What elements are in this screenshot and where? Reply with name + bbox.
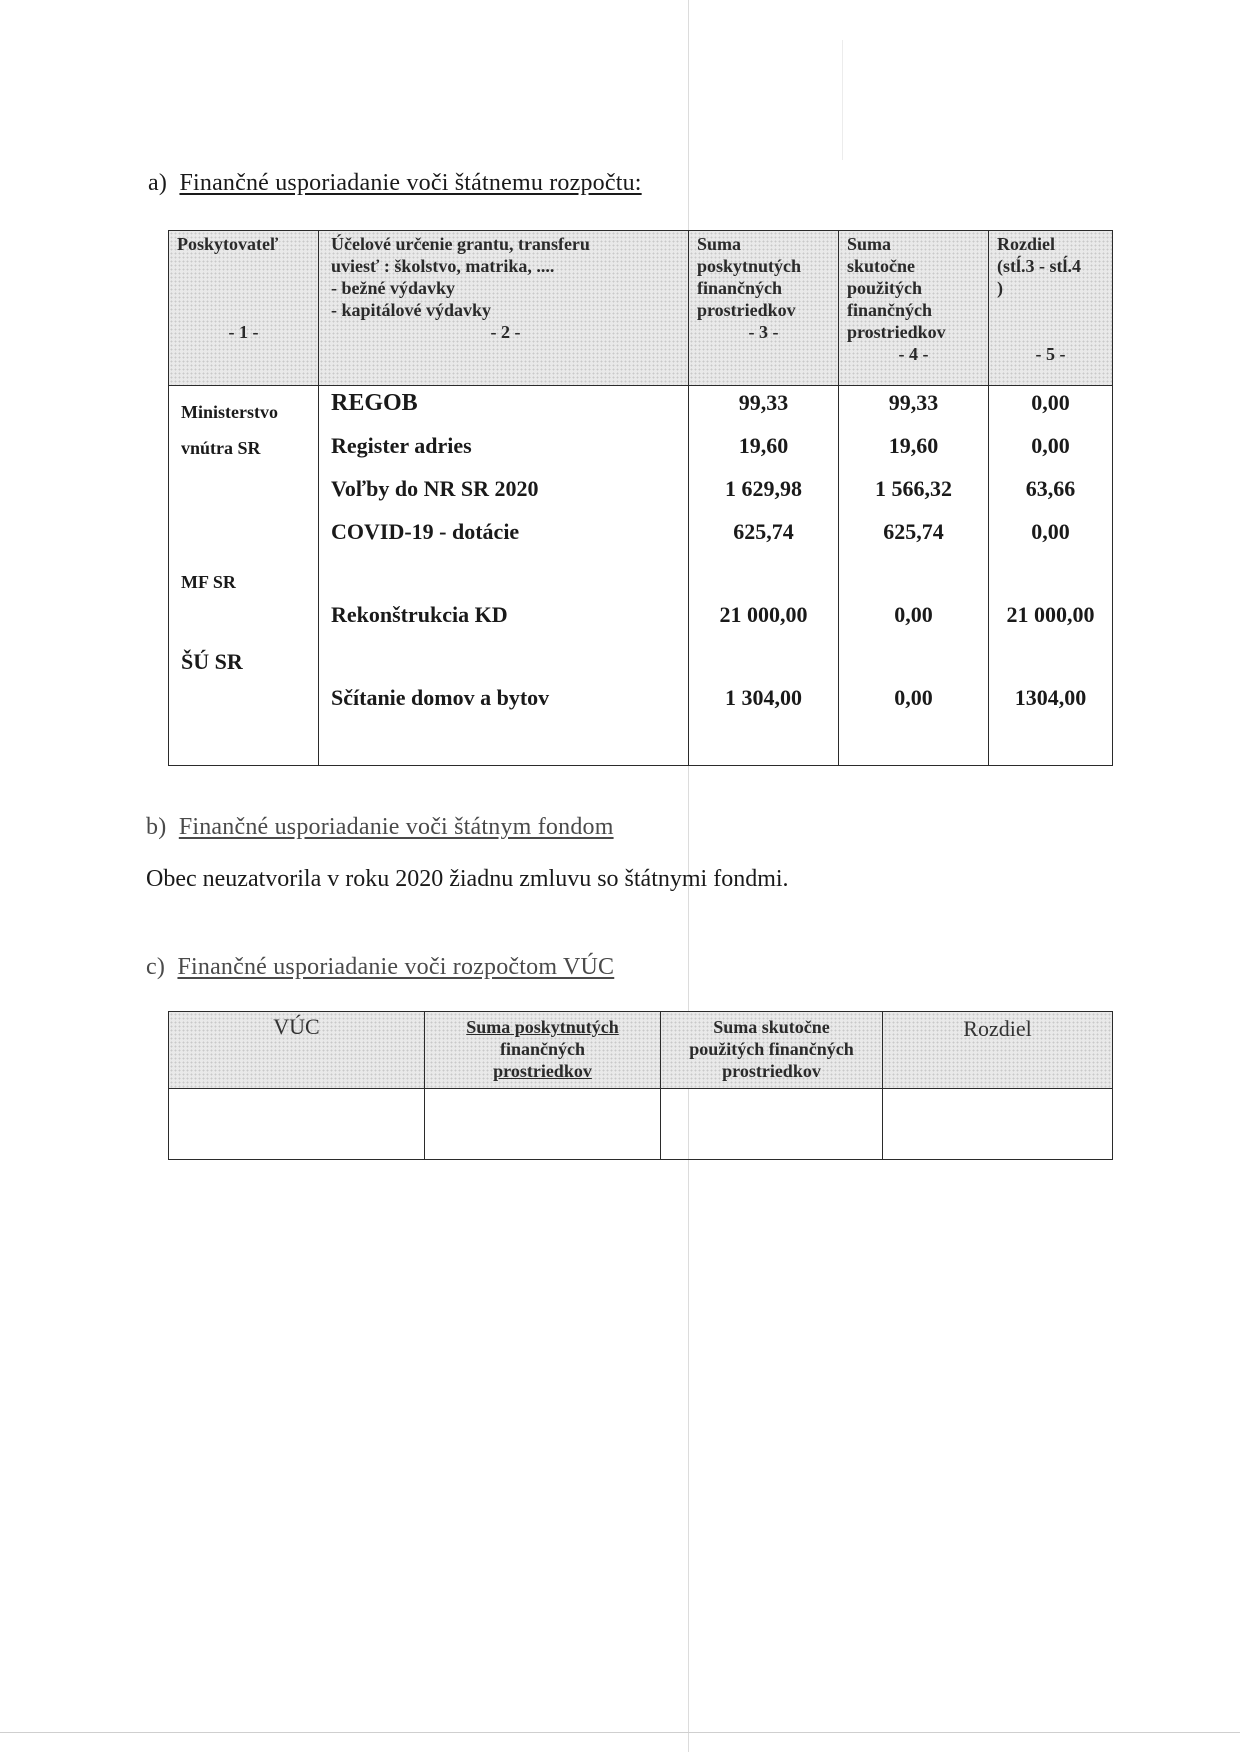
section-a-letter: a) [148, 170, 168, 196]
section-a-title: Finančné usporiadanie voči štátnemu rozpočtu: [179, 170, 642, 196]
used-value: 19,60 [888, 433, 939, 458]
header-used-line: prostriedkov [722, 1061, 821, 1081]
header-diff: Rozdiel [883, 1012, 1113, 1089]
provider-mf-sr: MF SR [181, 572, 236, 592]
diff-cell [883, 1089, 1113, 1160]
table-body-row [169, 386, 1113, 766]
used-cell [661, 1089, 883, 1160]
section-b-heading [146, 814, 614, 841]
diff-column [989, 386, 1113, 766]
diff-value: 63,66 [1025, 476, 1076, 501]
header-purpose [319, 231, 689, 386]
header-provided [689, 231, 839, 386]
header-used-line: Suma skutočne [713, 1017, 830, 1037]
section-b-text: Obec neuzatvorila v roku 2020 žiadnu zmluvu so štátnymi fondmi. [146, 866, 789, 892]
header-provided-line: prostriedkov [493, 1061, 592, 1081]
used-value: 0,00 [894, 602, 933, 627]
header-provider [169, 231, 319, 386]
purpose-covid: COVID-19 - dotácie [331, 519, 520, 544]
provided-value: 99,33 [738, 390, 789, 415]
provided-column [689, 386, 839, 766]
header-purpose-line: - bežné výdavky [331, 278, 456, 298]
purpose-scitanie: Sčítanie domov a bytov [331, 685, 550, 710]
header-col-number: - 3 - [748, 322, 779, 342]
scan-fold-line-faint [842, 40, 843, 160]
header-used [661, 1012, 883, 1089]
header-col-number: - 1 - [228, 322, 259, 342]
header-purpose-line: Účelové určenie grantu, transferu [331, 234, 590, 254]
header-purpose-line: uviesť : školstvo, matrika, .... [331, 256, 555, 276]
used-value: 0,00 [894, 685, 933, 710]
diff-value: 0,00 [1031, 433, 1070, 458]
table-header-row [169, 231, 1113, 386]
table-row [169, 1089, 1113, 1160]
header-provided-line: prostriedkov [697, 300, 796, 320]
provider-su-sr: ŠÚ SR [181, 649, 243, 674]
table-header-row [169, 1012, 1113, 1089]
header-used [839, 231, 989, 386]
header-used-line: použitých [847, 278, 923, 298]
header-provided-line: finančných [697, 278, 783, 298]
header-diff-line: (stĺ.3 - stĺ.4 [997, 256, 1081, 276]
vuc-cell [169, 1089, 425, 1160]
provided-value: 21 000,00 [719, 602, 808, 627]
section-c-heading [146, 954, 614, 981]
provided-value: 1 629,98 [725, 476, 802, 501]
purpose-column [319, 386, 689, 766]
header-purpose-line: - kapitálové výdavky [331, 300, 492, 320]
provider-ministerstvo [169, 394, 318, 466]
diff-value: 0,00 [1031, 519, 1070, 544]
used-value: 99,33 [888, 390, 939, 415]
purpose-volby: Voľby do NR SR 2020 [331, 476, 539, 501]
provided-value: 625,74 [733, 519, 794, 544]
header-provided-line: finančných [499, 1039, 586, 1059]
header-used-line: prostriedkov [847, 322, 946, 342]
purpose-rekonstrukcia: Rekonštrukcia KD [331, 602, 508, 627]
diff-value: 21 000,00 [1006, 602, 1095, 627]
section-c-letter: c) [146, 954, 166, 980]
diff-value: 1304,00 [1014, 685, 1087, 710]
header-provider-label: Poskytovateľ [177, 234, 279, 254]
scan-bottom-edge [0, 1732, 1240, 1733]
header-col-number: - 4 - [898, 344, 929, 364]
header-diff [989, 231, 1113, 386]
section-c-title: Finančné usporiadanie voči rozpočtom VÚC [177, 954, 615, 980]
state-budget-table [168, 230, 1113, 766]
header-diff-line: ) [997, 278, 1003, 298]
header-diff-line: Rozdiel [997, 234, 1055, 254]
used-column [839, 386, 989, 766]
provider-column [169, 386, 319, 766]
header-provided [425, 1012, 661, 1089]
diff-value: 0,00 [1031, 390, 1070, 415]
section-b-letter: b) [146, 814, 167, 840]
header-provided-line: poskytnutých [697, 256, 802, 276]
provided-value: 19,60 [738, 433, 789, 458]
header-col-number: - 5 - [1035, 344, 1066, 364]
section-b-title: Finančné usporiadanie voči štátnym fondom [178, 814, 614, 840]
provider-line: Ministerstvo [181, 402, 278, 422]
header-provided-line: Suma [697, 234, 742, 254]
header-provided-line: Suma poskytnutých [466, 1017, 619, 1037]
header-used-line: finančných [847, 300, 933, 320]
purpose-register-adries: Register adries [331, 433, 472, 458]
provided-cell [425, 1089, 661, 1160]
used-value: 1 566,32 [875, 476, 952, 501]
purpose-regob: REGOB [331, 390, 418, 416]
provided-value: 1 304,00 [725, 685, 802, 710]
header-used-line: skutočne [847, 256, 916, 276]
section-a-heading [148, 170, 642, 197]
provider-line: vnútra SR [181, 438, 261, 458]
used-value: 625,74 [883, 519, 944, 544]
header-used-line: Suma [847, 234, 892, 254]
header-col-number: - 2 - [490, 322, 521, 342]
vuc-budget-table [168, 1011, 1113, 1160]
header-vuc: VÚC [169, 1012, 425, 1089]
header-used-line: použitých finančných [689, 1039, 854, 1059]
